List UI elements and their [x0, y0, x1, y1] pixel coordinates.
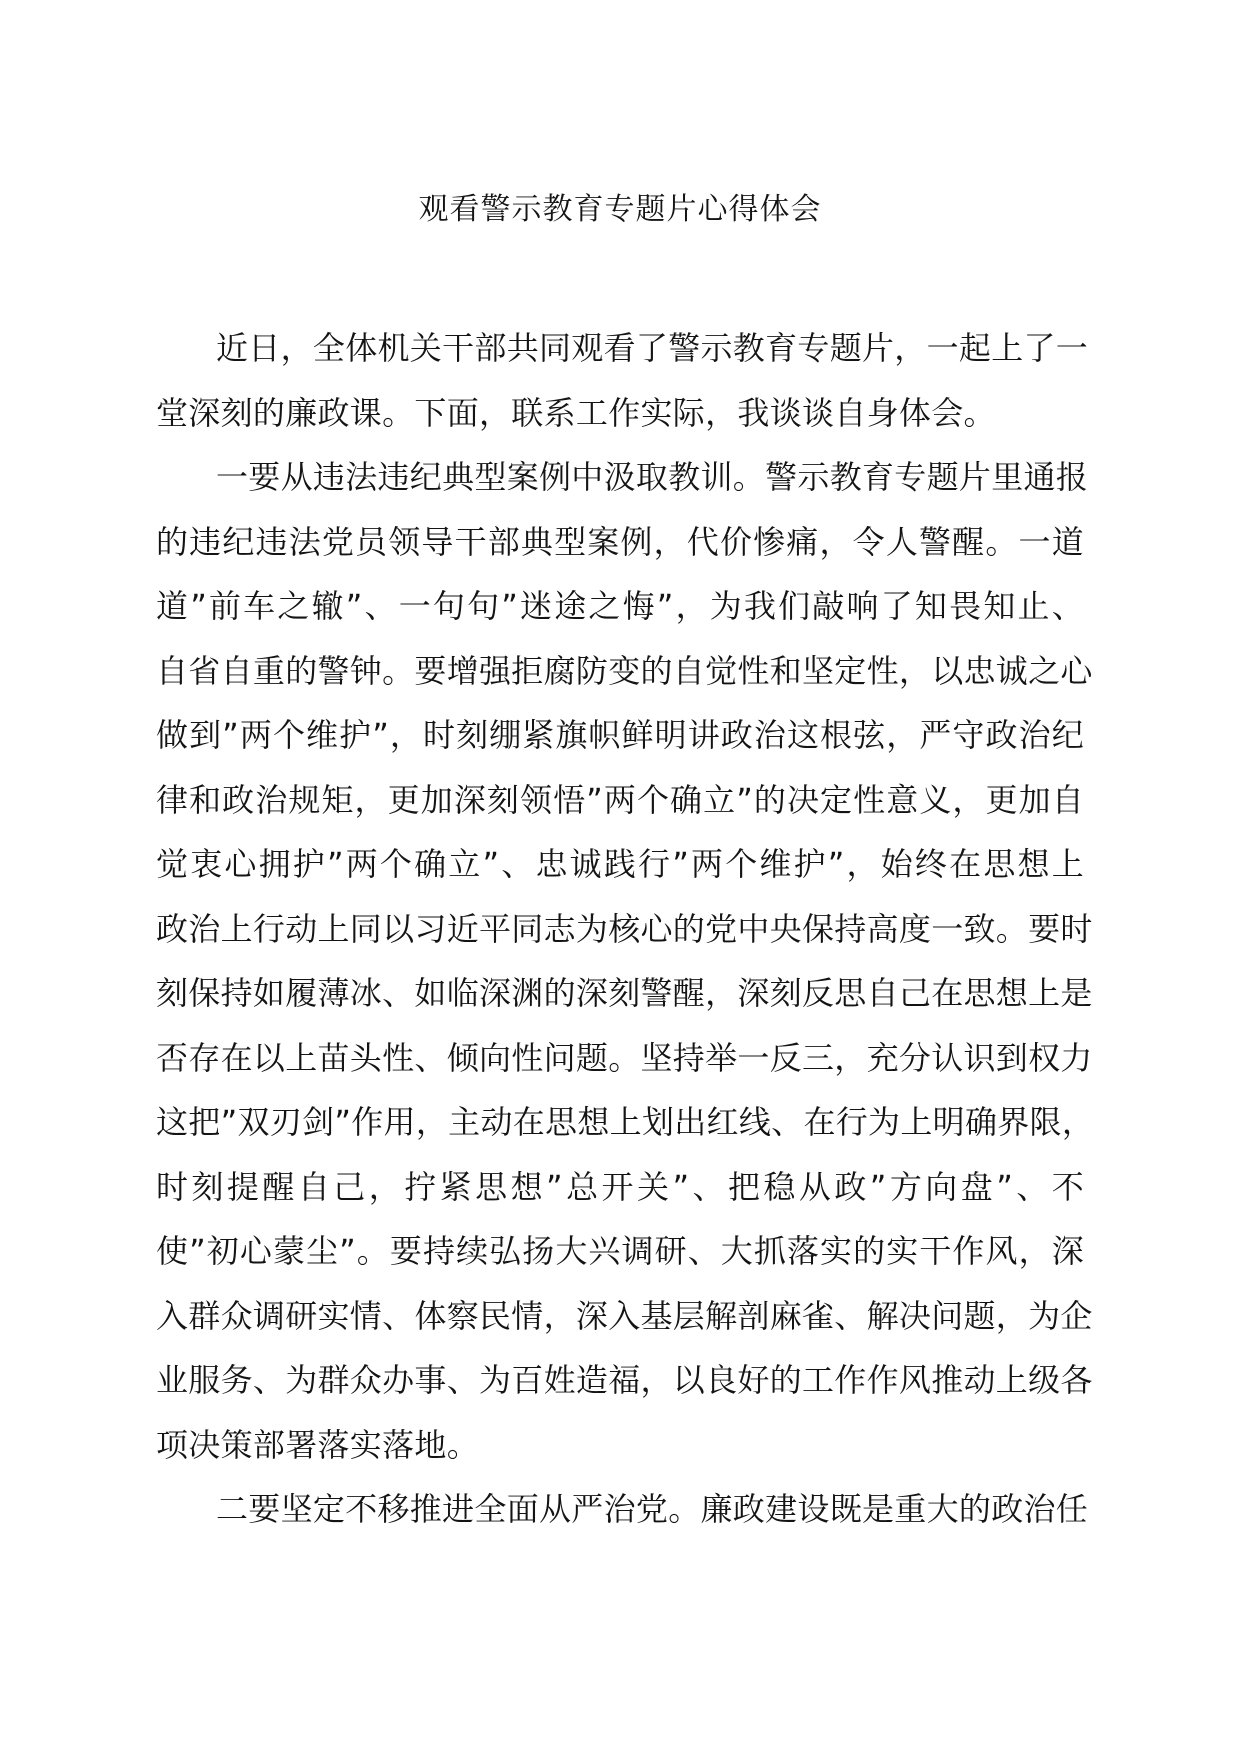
text-line: 近日，全体机关干部共同观看了警示教育专题片，一起上了一 — [216, 329, 1089, 367]
text-line: 堂深刻的廉政课。下面，联系工作实际，我谈谈自身体会。 — [156, 393, 996, 432]
text-line: 一要从违法违纪典型案例中汲取教训。警示教育专题片里通报 — [216, 458, 1089, 496]
paragraph-2 — [156, 445, 1095, 1477]
text-line: 否存在以上苗头性、倾向性问题。坚持举一反三，充分认识到权力 — [156, 1038, 1093, 1077]
document-body — [156, 316, 1095, 1542]
text-line: 使”初心蒙尘”。要持续弘扬大兴调研、大抓落实的实干作风，深 — [156, 1232, 1084, 1270]
text-line: 刻保持如履薄冰、如临深渊的深刻警醒，深刻反思自己在思想上是 — [156, 974, 1093, 1012]
text-line: 项决策部署落实落地。 — [156, 1425, 480, 1464]
text-line: 律和政治规矩，更加深刻领悟”两个确立”的决定性意义，更加自 — [156, 780, 1084, 819]
text-line: 政治上行动上同以习近平同志为核心的党中央保持高度一致。要时 — [156, 909, 1093, 948]
paragraph-3 — [156, 1477, 1089, 1542]
paragraph-1 — [156, 316, 1089, 445]
text-line: 业服务、为群众办事、为百姓造福，以良好的工作作风推动上级各 — [156, 1361, 1093, 1399]
text-line: 二要坚定不移推进全面从严治党。廉政建设既是重大的政治任 — [216, 1490, 1089, 1528]
text-line: 道”前车之辙”、一句句”迷途之悔”，为我们敲响了知畏知止、 — [156, 587, 1084, 625]
text-line: 这把”双刃剑”作用，主动在思想上划出红线、在行为上明确界限， — [156, 1103, 1095, 1141]
document-title: 观看警示教育专题片心得体会 — [418, 192, 822, 227]
text-line: 时刻提醒自己，拧紧思想”总开关”、把稳从政”方向盘”、不 — [156, 1167, 1084, 1206]
text-line: 自省自重的警钟。要增强拒腐防变的自觉性和坚定性，以忠诚之心 — [156, 651, 1093, 690]
text-line: 入群众调研实情、体察民情，深入基层解剖麻雀、解决问题，为企 — [156, 1296, 1093, 1335]
text-line: 觉衷心拥护”两个确立”、忠诚践行”两个维护”，始终在思想上 — [156, 845, 1084, 883]
text-line: 做到”两个维护”，时刻绷紧旗帜鲜明讲政治这根弦，严守政治纪 — [156, 716, 1084, 754]
text-line: 的违纪违法党员领导干部典型案例，代价惨痛，令人警醒。一道 — [156, 522, 1084, 561]
